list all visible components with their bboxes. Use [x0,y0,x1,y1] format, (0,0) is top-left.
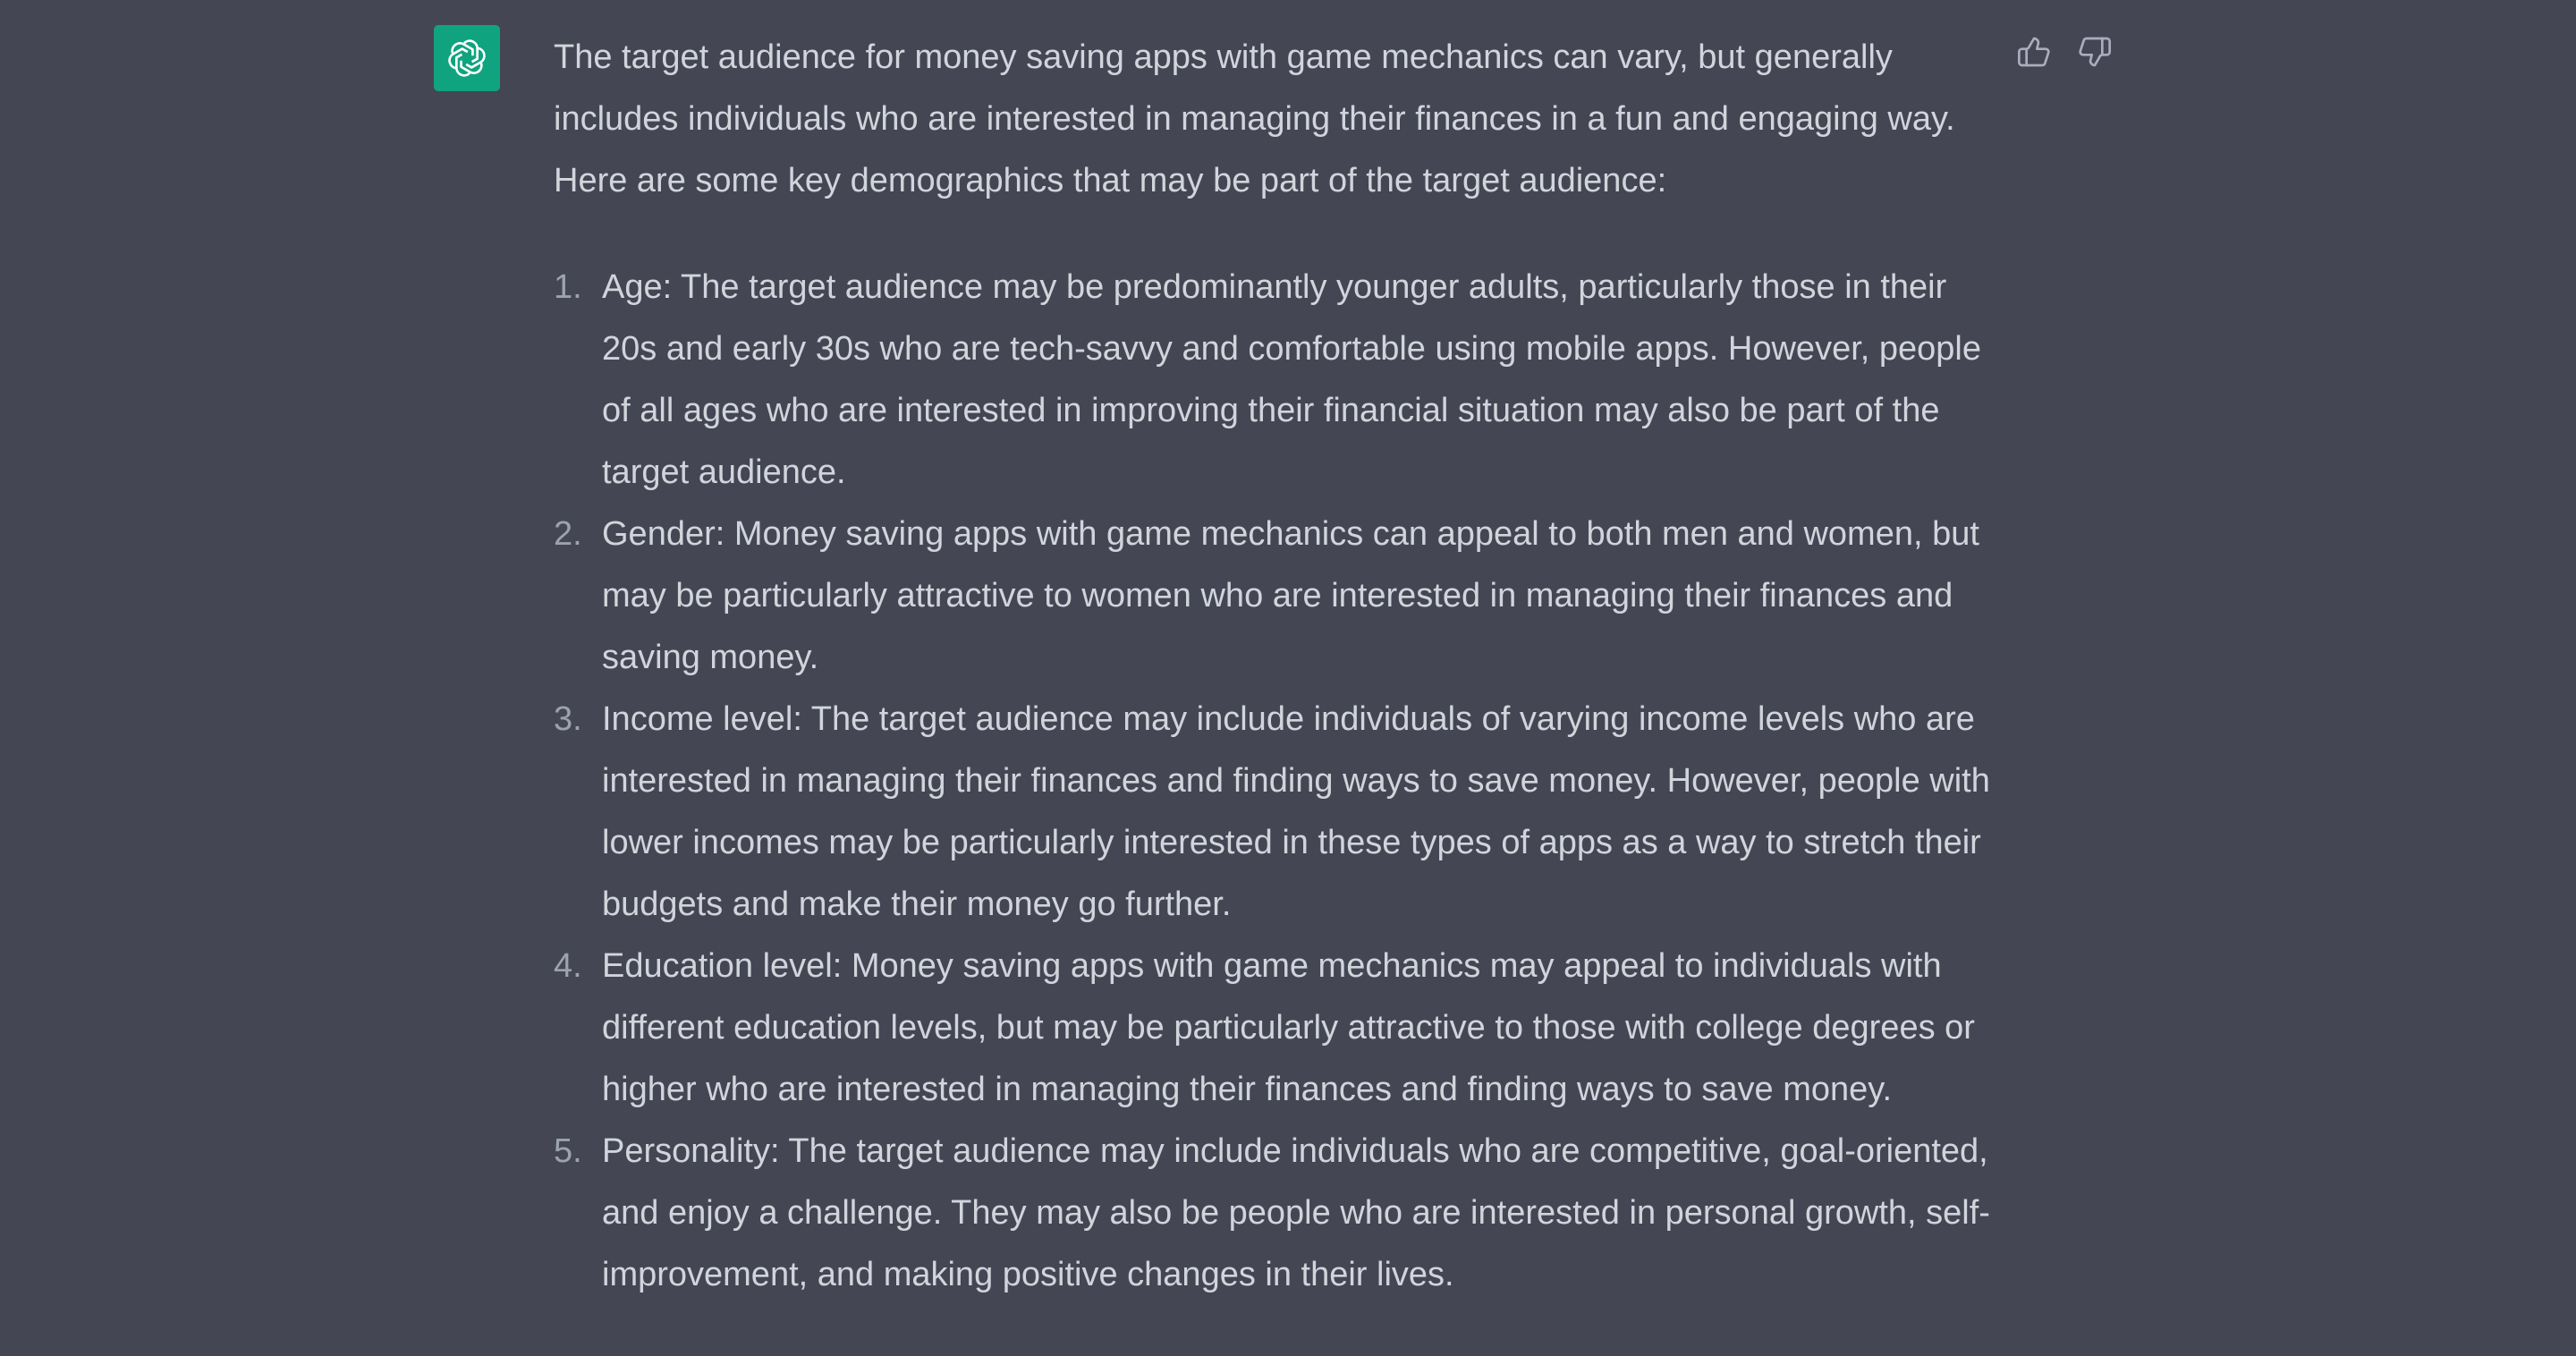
thumbs-down-icon [2077,34,2113,70]
list-item [554,257,2007,504]
thumbs-down-button[interactable] [2075,32,2114,72]
list-item-number: 3. [554,700,582,738]
list-item [554,936,2007,1121]
list-item-number: 4. [554,947,582,985]
list-item-text: Age: The target audience may be predominantly younger adults, particularly those in their 20s and early 30s who are tech-savvy and comfortable using mobile apps. However, people of all ages who are interested in improving their financial situation may also be part of the target audience. [602,268,1981,491]
demographics-list [554,257,2007,1306]
list-item [554,689,2007,936]
assistant-message-content [554,27,2007,1306]
list-item-number: 5. [554,1132,582,1170]
message-intro: The target audience for money saving apps with game mechanics can vary, but generally includes individuals who are interested in managing their finances in a fun and engaging way. Here are some key demographics that may be part of the target audience: [554,38,1955,199]
assistant-avatar [434,25,500,91]
list-item-text: Gender: Money saving apps with game mechanics can appeal to both men and women, but may be particularly attractive to women who are interested in managing their finances and saving money. [602,515,1979,676]
list-item-text: Income level: The target audience may include individuals of varying income levels who are interested in managing their finances and finding ways to save money. However, people with lower incomes may be particularly interested in these types of apps as a way to stretch their budgets and make their money go further. [602,700,1990,923]
list-item-number: 1. [554,268,582,306]
openai-logo-icon [442,33,492,83]
list-item [554,504,2007,689]
list-item-text: Education level: Money saving apps with game mechanics may appeal to individuals with different education levels, but may be particularly attractive to those with college degrees or higher who are interested in managing their finances and finding ways to save money. [602,947,1975,1108]
list-item [554,1121,2007,1306]
list-item-text: Personality: The target audience may include individuals who are competitive, goal-oriented, and enjoy a challenge. They may also be people who are interested in personal growth, self-improvement, and making positive changes in their lives. [602,1132,1990,1293]
thumbs-up-icon [2016,34,2052,70]
thumbs-up-button[interactable] [2014,32,2054,72]
list-item-number: 2. [554,515,582,553]
